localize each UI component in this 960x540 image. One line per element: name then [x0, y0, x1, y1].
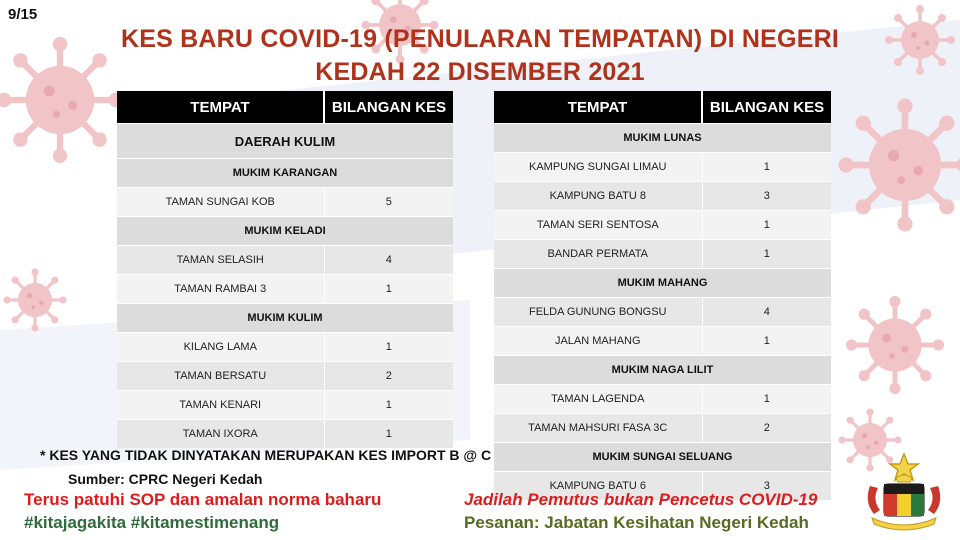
mukim-header: MUKIM KULIM [117, 304, 453, 333]
place-cell: KAMPUNG BATU 6 [494, 472, 702, 501]
table-row [494, 211, 831, 240]
table-row [117, 333, 453, 362]
sop-slogan: Terus patuhi SOP dan amalan norma baharu [24, 490, 382, 509]
count-cell: 1 [702, 240, 831, 269]
count-cell: 1 [324, 420, 453, 449]
place-cell: TAMAN KENARI [117, 391, 324, 420]
table-row [494, 385, 831, 414]
count-cell: 2 [324, 362, 453, 391]
place-cell: TAMAN IXORA [117, 420, 324, 449]
count-cell: 4 [702, 298, 831, 327]
campaign-slogan: Jadilah Pemutus bukan Pencetus COVID-19 [464, 490, 818, 509]
count-cell: 1 [702, 211, 831, 240]
hashtags: #kitajagakita #kitamestimenang [24, 513, 280, 532]
table-row [494, 182, 831, 211]
count-cell: 2 [702, 414, 831, 443]
virus-icon [0, 37, 123, 163]
mukim-header: MUKIM SUNGAI SELUANG [494, 443, 831, 472]
table-row [494, 240, 831, 269]
place-cell: TAMAN RAMBAI 3 [117, 275, 324, 304]
place-cell: KILANG LAMA [117, 333, 324, 362]
table-row [117, 188, 453, 217]
place-cell: TAMAN BERSATU [117, 362, 324, 391]
place-cell: FELDA GUNUNG BONGSU [494, 298, 702, 327]
mukim-header: MUKIM KARANGAN [117, 159, 453, 188]
count-cell: 1 [702, 385, 831, 414]
table-row [117, 420, 453, 449]
column-header-count: BILANGAN KES [324, 91, 453, 124]
count-cell: 5 [324, 188, 453, 217]
count-cell: 1 [324, 275, 453, 304]
table-row [117, 362, 453, 391]
mukim-header: MUKIM KELADI [117, 217, 453, 246]
mukim-header: MUKIM NAGA LILIT [494, 356, 831, 385]
table-row [494, 298, 831, 327]
count-cell: 3 [702, 472, 831, 501]
page-title-line2: KEDAH 22 DISEMBER 2021 [315, 58, 645, 86]
mukim-header: MUKIM LUNAS [494, 124, 831, 153]
message-credit: Pesanan: Jabatan Kesihatan Negeri Kedah [464, 513, 809, 532]
count-cell: 1 [324, 333, 453, 362]
page-number: 9/15 [8, 6, 38, 23]
table-row [494, 153, 831, 182]
virus-icon [846, 296, 944, 394]
place-cell: TAMAN LAGENDA [494, 385, 702, 414]
count-cell: 1 [702, 153, 831, 182]
column-header-place: TEMPAT [494, 91, 702, 124]
count-cell: 3 [702, 182, 831, 211]
place-cell: KAMPUNG BATU 8 [494, 182, 702, 211]
district-header: DAERAH KULIM [117, 124, 453, 159]
table-row [117, 391, 453, 420]
coat-of-arms-icon [856, 452, 952, 532]
place-cell: TAMAN SELASIH [117, 246, 324, 275]
mukim-header: MUKIM MAHANG [494, 269, 831, 298]
place-cell: TAMAN SUNGAI KOB [117, 188, 324, 217]
count-cell: 1 [324, 391, 453, 420]
table-row [494, 327, 831, 356]
column-header-count: BILANGAN KES [702, 91, 831, 124]
virus-icon [885, 5, 955, 75]
table-row [117, 246, 453, 275]
cases-table-left [117, 91, 453, 448]
place-cell: TAMAN SERI SENTOSA [494, 211, 702, 240]
place-cell: BANDAR PERMATA [494, 240, 702, 269]
place-cell: TAMAN MAHSURI FASA 3C [494, 414, 702, 443]
table-row [117, 275, 453, 304]
place-cell: KAMPUNG SUNGAI LIMAU [494, 153, 702, 182]
count-cell: 4 [324, 246, 453, 275]
place-cell: JALAN MAHANG [494, 327, 702, 356]
import-case-note: * KES YANG TIDAK DINYATAKAN MERUPAKAN KES IMPORT B @ C [40, 447, 492, 463]
page-title-line1: KES BARU COVID-19 (PENULARAN TEMPATAN) DI NEGERI [121, 25, 839, 53]
column-header-place: TEMPAT [117, 91, 324, 124]
count-cell: 1 [702, 327, 831, 356]
source-label: Sumber: CPRC Negeri Kedah [68, 471, 263, 487]
table-row [494, 414, 831, 443]
cases-table-right [494, 91, 831, 500]
virus-icon [3, 269, 66, 332]
